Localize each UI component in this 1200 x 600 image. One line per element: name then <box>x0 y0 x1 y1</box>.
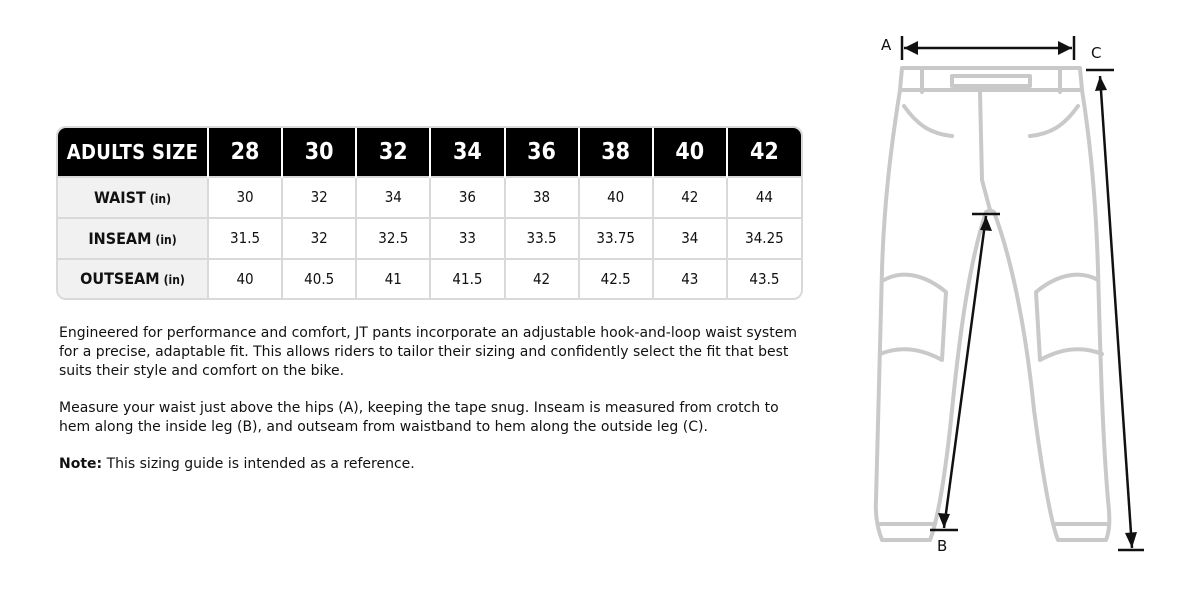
table-cell: 34.25 <box>727 218 801 259</box>
header-label: ADULTS SIZE <box>58 128 208 177</box>
table-cell: 32 <box>282 177 356 218</box>
size-40: 40 <box>653 128 727 177</box>
left-knee-panel <box>880 275 946 360</box>
table-cell: 42.5 <box>579 259 653 298</box>
table-cell: 40 <box>208 259 282 298</box>
header-row <box>58 128 801 177</box>
table-cell: 33.5 <box>505 218 579 259</box>
row-unit: (in) <box>163 273 185 288</box>
arrow-b-line <box>944 216 986 528</box>
table-row-waist <box>58 177 801 218</box>
table-cell: 30 <box>208 177 282 218</box>
waist-buckle <box>952 76 1030 86</box>
row-label-text: OUTSEAM <box>80 269 160 289</box>
table-cell: 43.5 <box>727 259 801 298</box>
pants-outline-icon <box>876 68 1110 540</box>
description-paragraph-2: Measure your waist just above the hips (A), keeping the tape snug. Inseam is measured from crotch to hem along the inside leg (B), and outseam from waistband to hem along the outside leg (C). <box>59 400 779 435</box>
row-label-text: INSEAM <box>88 228 152 248</box>
note <box>59 455 799 474</box>
row-unit: (in) <box>149 191 172 206</box>
table-cell: 42 <box>505 259 579 298</box>
table-cell: 40 <box>579 177 653 218</box>
size-28: 28 <box>208 128 282 177</box>
label-c: C <box>1091 44 1102 62</box>
pants-diagram-svg <box>860 30 1190 570</box>
table-cell: 32.5 <box>356 218 430 259</box>
table-cell: 33 <box>430 218 504 259</box>
note-text: This sizing guide is intended as a reference. <box>102 456 415 472</box>
size-chart-table <box>56 126 803 300</box>
table-row-outseam <box>58 259 801 298</box>
label-a: A <box>881 36 892 54</box>
size-38: 38 <box>579 128 653 177</box>
table-cell: 38 <box>505 177 579 218</box>
description-paragraph-1: Engineered for performance and comfort, JT pants incorporate an adjustable hook-and-loop waist system for a precise, adaptable fit. This allows riders to tailor their sizing and confidently select the fit that best suits their style and comfort on the bike. <box>59 325 797 379</box>
table-cell: 43 <box>653 259 727 298</box>
left-pocket <box>904 106 952 136</box>
table-row-inseam <box>58 218 801 259</box>
table-cell: 41.5 <box>430 259 504 298</box>
pants-right-leg <box>990 90 1109 540</box>
arrowhead-b-bottom <box>938 513 950 528</box>
pants-measurement-diagram <box>860 30 1190 570</box>
size-32: 32 <box>356 128 430 177</box>
right-pocket <box>1030 106 1078 136</box>
row-label-text: WAIST <box>93 187 146 207</box>
right-knee-panel <box>1036 275 1102 360</box>
table-cell: 31.5 <box>208 218 282 259</box>
fly-seam <box>980 92 990 210</box>
description <box>59 324 799 492</box>
label-b: B <box>937 537 948 555</box>
row-label-outseam <box>58 259 208 298</box>
row-unit: (in) <box>155 232 177 247</box>
size-34: 34 <box>430 128 504 177</box>
arrowhead-a-left <box>904 41 918 55</box>
table-cell: 41 <box>356 259 430 298</box>
table-cell: 34 <box>356 177 430 218</box>
size-42: 42 <box>727 128 801 177</box>
size-table <box>58 128 801 298</box>
arrowhead-a-right <box>1058 41 1072 55</box>
row-label-inseam <box>58 218 208 259</box>
size-30: 30 <box>282 128 356 177</box>
note-label: Note: <box>59 456 103 472</box>
table-cell: 34 <box>653 218 727 259</box>
arrowhead-c-bottom <box>1125 532 1137 548</box>
arrowhead-c-top <box>1095 76 1107 91</box>
table-cell: 42 <box>653 177 727 218</box>
size-36: 36 <box>505 128 579 177</box>
table-cell: 36 <box>430 177 504 218</box>
table-cell: 40.5 <box>282 259 356 298</box>
row-label-waist <box>58 177 208 218</box>
table-cell: 44 <box>727 177 801 218</box>
table-cell: 33.75 <box>579 218 653 259</box>
table-cell: 32 <box>282 218 356 259</box>
